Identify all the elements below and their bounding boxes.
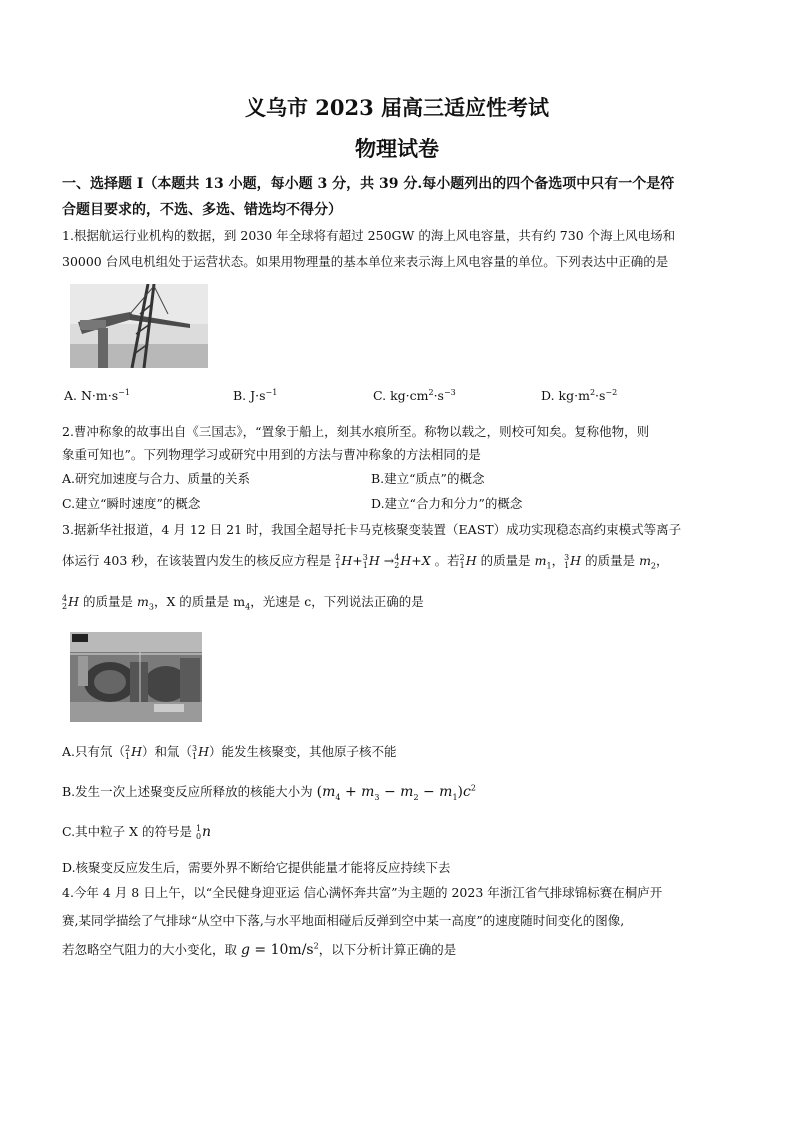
exam-title: 义乌市 2023 届高三适应性考试	[244, 95, 550, 120]
exam-subtitle: 物理试卷	[355, 136, 439, 161]
q2-option-c: C.建立“瞬时速度”的概念	[62, 496, 201, 511]
q1-option-a-text: A. N·m·s	[64, 388, 119, 404]
q3-option-a-text3: ）能发生核聚变，其他原子核不能	[209, 744, 397, 759]
section-heading	[62, 171, 742, 223]
q1-option-d-text1: D. kg·m	[541, 388, 590, 404]
q3-option-a-text1: A.只有氘（	[62, 744, 126, 759]
q4-line2: 赛,某同学描绘了气排球“从空中下落,与水平地面相碰后反弹到空中某一高度”的速度随时间变化的图像,	[62, 913, 625, 928]
q1-option-d-exp1: 2	[589, 388, 596, 397]
q3-option-a: A.只有氘（ 2 1 H）和氚（ 3 1 H）能发生核聚变，其他原子核不能	[62, 743, 397, 761]
q3-reaction-equation: 2 1 H+ 3 1 H → 4 2 H+X	[335, 552, 431, 570]
q3-line2: 体运行 403 秒，在该装置内发生的核反应方程是 2 1 H+ 3 1 H → 4 2 H+X 。若 2 1 H 的质量是 $m_1$， 3 1 H 的质量是 $m_2$，	[62, 552, 669, 571]
q3-line3-text-a: 的质量是	[82, 594, 133, 609]
q1-option-b-exp: −1	[265, 388, 278, 397]
q1-option-d-exp2: −2	[605, 388, 618, 397]
east-tokamak-photo	[70, 632, 202, 722]
q1-option-c-text1: C. kg·cm	[373, 388, 429, 404]
q3-option-c: C.其中粒子 X 的符号是 1 0 n	[62, 823, 212, 841]
section-heading-line2: 合题目要求的，不选、多选、错选均不得分）	[62, 202, 342, 218]
q1-option-d-text2: ·s	[595, 388, 606, 404]
q3-option-c-text: C.其中粒子 X 的符号是	[62, 824, 192, 839]
q3-line3-text-b: ，X 的质量是 m	[153, 594, 246, 609]
q3-line2-text-d: 的质量是	[585, 553, 636, 568]
q4-line3-text-b: ，以下分析计算正确的是	[318, 942, 457, 957]
q3-line1: 3.据新华社报道，4 月 12 日 21 时，我国全超导托卡马克核聚变装置（EAST）成功实现稳态高约束模式等离子	[62, 522, 682, 537]
q1-line1: 1.根据航运行业机构的数据，到 2030 年全球将有超过 250GW 的海上风电容量，共有约 730 个海上风电场和	[62, 228, 676, 243]
q3-option-b	[62, 782, 476, 802]
section-heading-line1: 一、选择题 I（本题共 13 小题，每小题 3 分，共 39 分.每小题列出的四个备选项中只有一个是符	[62, 176, 675, 192]
q1-option-b	[233, 388, 277, 403]
q2-option-a: A.研究加速度与合力、质量的关系	[62, 471, 251, 486]
q1-option-c-exp1: 2	[428, 388, 434, 397]
q4-line1: 4.今年 4 月 8 日上午，以“全民健身迎亚运 信心满怀奔共富”为主题的 2023 年浙江省气排球锦标赛在桐庐开	[62, 885, 663, 900]
q1-option-c	[373, 388, 456, 403]
q1-option-b-text: B. J·s	[233, 388, 266, 404]
q1-option-a	[64, 388, 130, 403]
q1-option-c-text2: ·s	[433, 388, 444, 404]
q3-line2-text-c: 的质量是	[480, 553, 531, 568]
q3-option-d: D.核聚变反应发生后，需要外界不断给它提供能量才能将反应持续下去	[62, 860, 451, 875]
q1-option-a-exp: −1	[118, 388, 130, 397]
q3-option-b-formula: $(m_4 + m_3 - m_2 - m_1)c^2$	[316, 783, 476, 802]
q3-line3-text-c: ，光速是 c，下列说法正确的是	[250, 594, 424, 609]
q2-option-d: D.建立“合力和分力”的概念	[371, 496, 523, 511]
q2-line2: 象重可知也”。下列物理学习或研究中用到的方法与曹冲称象的方法相同的是	[62, 447, 481, 462]
q1-line2: 30000 台风电机组处于运营状态。如果用物理量的基本单位来表示海上风电容量的单位。下列表达中正确的是	[62, 254, 669, 269]
q1-option-c-exp2: −3	[443, 388, 456, 397]
q1-option-d	[541, 388, 617, 403]
q3-line2-text-b: 。若	[434, 553, 460, 568]
q2-line1: 2.曹冲称象的故事出自《三国志》，“置象于船上，刻其水痕所至。称物以载之，则校可知矣。复称他物，则	[62, 424, 650, 439]
q3-option-a-text2: ）和氚（	[142, 744, 193, 759]
wind-turbine-installation-photo	[70, 284, 208, 368]
q4-line3	[62, 940, 456, 958]
q4-gravity-formula: $g = 10m/s^2$	[241, 941, 319, 958]
q3-line2-text-a: 体运行 403 秒，在该装置内发生的核反应方程是	[62, 553, 332, 568]
q2-option-b: B.建立“质点”的概念	[371, 471, 485, 486]
q3-line3: 4 2 H 的质量是 $m_3$，X 的质量是 $m_4$，光速是 c，下列说法正确的是	[62, 593, 424, 612]
q3-option-b-text: B.发生一次上述聚变反应所释放的核能大小为	[62, 784, 313, 799]
q4-line3-text-a: 若忽略空气阻力的大小变化，取	[62, 942, 238, 957]
